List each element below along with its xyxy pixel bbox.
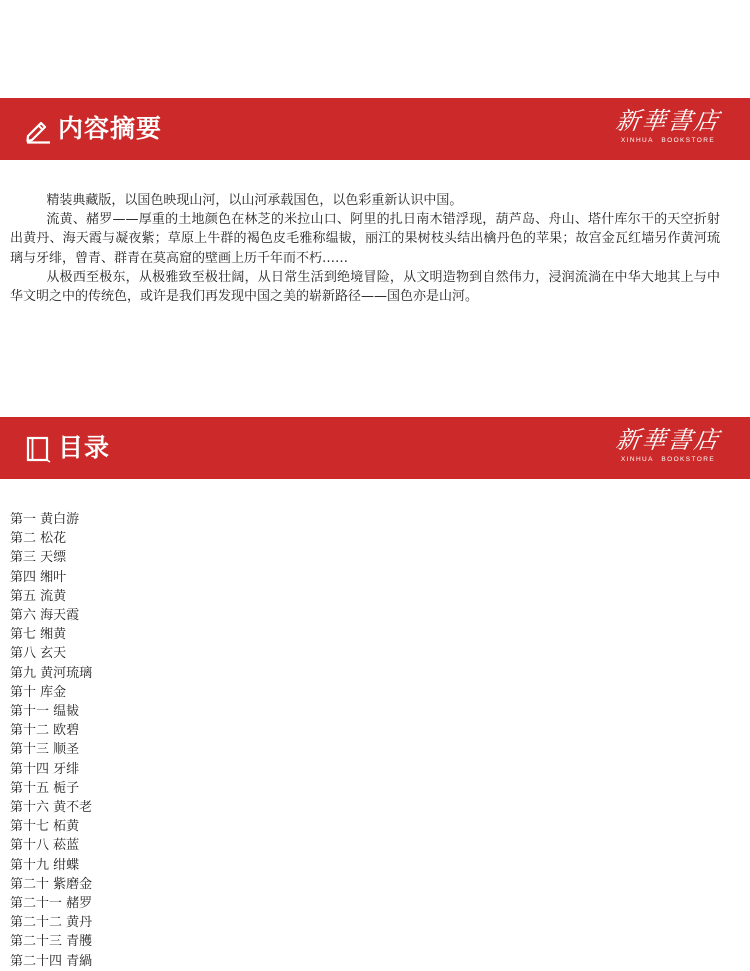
toc-item: 第八 玄天 (10, 646, 67, 662)
toc-item: 第十 库金 (10, 684, 67, 700)
summary-paragraph: 从极西至极东，从极雅致至极壮阔，从日常生活到绝境冒险，从文明造物到自然伟力，浸润流淌在中华大地其上与中华文明之中的传统色，或许是我们再发现中国之美的崭新路径——国色亦是山河。 (10, 269, 720, 305)
summary-paragraph: 流黄、赭罗——厚重的土地颜色在林芝的米拉山口、阿里的扎日南木错浮现，葫芦岛、舟山、塔什库尔干的天空折射出黄丹、海天霞与凝夜紫；草原上牛群的褐色皮毛雅称缊韨，丽江的果树枝头结出檎丹色的苹果；故宫金瓦红墙另作黄河琉璃与牙绯，曾青、群青在莫高窟的壁画上历千年而不朽…… (10, 212, 720, 266)
logo-chinese-text: 新華書店 (614, 107, 722, 135)
toc-item: 第十六 黄不老 (10, 800, 93, 816)
toc-item: 第二十三 青雘 (10, 934, 93, 950)
toc-item: 第十一 缊韨 (10, 704, 80, 720)
toc-item: 第三 天缥 (10, 550, 67, 566)
pencil-icon (24, 116, 52, 144)
toc-list (10, 510, 92, 971)
toc-item: 第十二 欧碧 (10, 723, 80, 739)
toc-title: 目录 (58, 433, 111, 462)
logo-english-text: XINHUA BOOKSTORE (620, 456, 716, 463)
toc-item: 第十九 绀蝶 (10, 857, 80, 873)
toc-item: 第十七 柘黄 (10, 819, 80, 835)
xinhua-bookstore-logo (616, 106, 720, 154)
toc-item: 第五 流黄 (10, 588, 67, 604)
toc-item: 第十三 顺圣 (10, 742, 80, 758)
toc-item: 第十四 牙绯 (10, 761, 80, 777)
toc-item: 第二十二 黄丹 (10, 915, 93, 931)
toc-item: 第二十 紫磨金 (10, 876, 93, 892)
toc-item: 第六 海天霞 (10, 608, 80, 624)
toc-item: 第十八 菘蓝 (10, 838, 80, 854)
logo-chinese-text: 新華書店 (614, 426, 722, 454)
toc-item: 第一 黄白游 (10, 512, 80, 527)
toc-header-banner (0, 417, 750, 479)
summary-paragraph: 精装典藏版，以国色映现山河，以山河承载国色，以色彩重新认识中国。 (46, 193, 463, 208)
summary-title: 内容摘要 (58, 114, 163, 143)
toc-item: 第七 缃黄 (10, 627, 67, 643)
toc-item: 第四 缃叶 (10, 569, 67, 585)
xinhua-bookstore-logo (616, 425, 720, 473)
toc-item: 第十五 栀子 (10, 780, 80, 796)
toc-item: 第九 黄河琉璃 (10, 665, 93, 681)
book-icon (24, 435, 52, 463)
toc-item: 第二十一 赭罗 (10, 896, 93, 912)
summary-header-banner (0, 98, 750, 160)
summary-text (10, 191, 720, 306)
toc-item: 第二十四 青緺 (10, 953, 93, 969)
toc-item: 第二 松花 (10, 531, 67, 547)
logo-english-text: XINHUA BOOKSTORE (620, 137, 716, 144)
